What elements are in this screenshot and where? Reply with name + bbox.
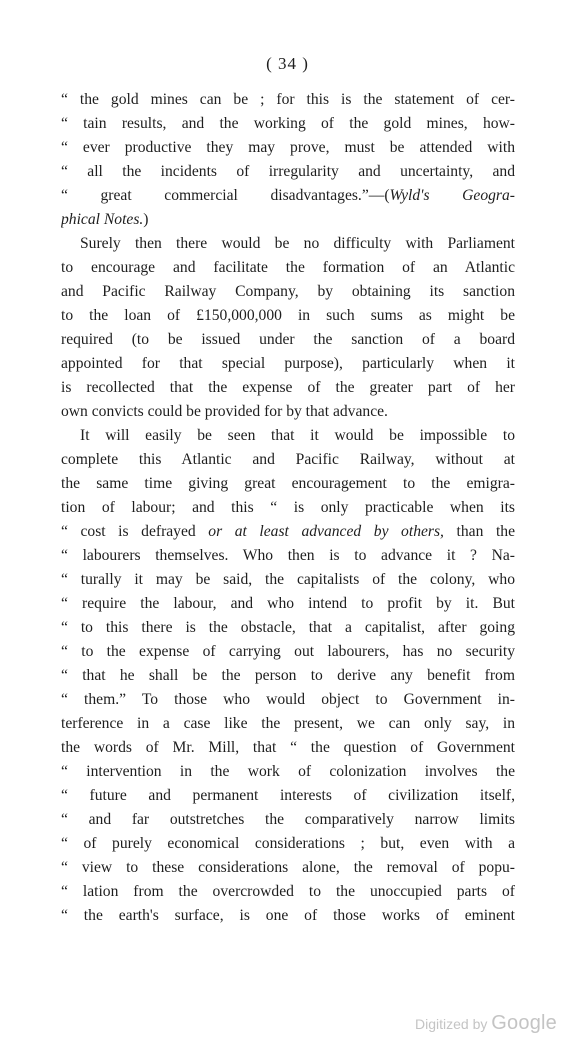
digitized-by-google-watermark [415, 1012, 557, 1035]
text-segment: “ future and permanent interests of civilization itself, [61, 787, 515, 804]
text-segment: “ intervention in the work of colonization involves the [61, 763, 515, 780]
text-segment: tion of labour; and this “ is only practicable when its [61, 499, 515, 516]
text-segment: “ to this there is the obstacle, that a capitalist, after going [61, 619, 515, 636]
text-segment: “ cost is defrayed [61, 523, 209, 540]
text-segment: terference in a case like the present, we can only say, in [61, 715, 515, 732]
text-line [61, 280, 515, 304]
text-segment: ) [143, 211, 149, 228]
text-line [61, 760, 515, 784]
text-segment: “ and far outstretches the comparatively narrow limits [61, 811, 515, 828]
text-segment: to the loan of £150,000,000 in such sums as might be [61, 307, 515, 324]
text-segment: the words of Mr. Mill, that “ the question of Government [61, 739, 515, 756]
italic-text-segment: Wyld's Geogra- [389, 187, 515, 204]
text-segment: “ that he shall be the person to derive any benefit from [61, 667, 515, 684]
text-line [61, 568, 515, 592]
text-line [61, 736, 515, 760]
text-line [61, 904, 515, 928]
text-segment: “ all the incidents of irregularity and uncertainty, and [61, 163, 515, 180]
text-line [61, 544, 515, 568]
text-segment: appointed for that special purpose), particularly when it [61, 355, 515, 372]
text-line [61, 160, 515, 184]
text-line [61, 112, 515, 136]
text-segment: “ tain results, and the working of the gold mines, how- [61, 115, 515, 132]
text-line [61, 880, 515, 904]
text-segment: is recollected that the expense of the greater part of her [61, 379, 515, 396]
text-segment: and Pacific Railway Company, by obtaining its sanction [61, 283, 515, 300]
watermark-prefix: Digitized by [415, 1016, 492, 1032]
italic-text-segment: phical Notes. [61, 211, 144, 228]
text-segment: “ view to these considerations alone, the removal of popu- [61, 859, 515, 876]
text-line [61, 664, 515, 688]
text-line [61, 592, 515, 616]
text-segment: “ them.” To those who would object to Government in- [61, 691, 515, 708]
text-segment: “ of purely economical considerations ; but, even with a [61, 835, 515, 852]
text-line [61, 352, 515, 376]
text-segment: “ the gold mines can be ; for this is the statement of cer- [61, 91, 515, 108]
text-line [61, 640, 515, 664]
body-text [61, 88, 515, 928]
text-segment: “ to the expense of carrying out labourers, has no security [61, 643, 515, 660]
text-line [61, 208, 515, 232]
text-segment: own convicts could be provided for by that advance. [61, 403, 388, 420]
text-line [61, 712, 515, 736]
text-line [61, 88, 515, 112]
text-line [61, 328, 515, 352]
text-line [61, 616, 515, 640]
text-line [61, 136, 515, 160]
text-line [61, 376, 515, 400]
text-line [61, 448, 515, 472]
text-line [61, 520, 515, 544]
text-line [61, 184, 515, 208]
text-line [61, 472, 515, 496]
text-segment: to encourage and facilitate the formation of an Atlantic [61, 259, 515, 276]
text-segment: “ turally it may be said, the capitalists of the colony, who [61, 571, 515, 588]
text-segment: “ require the labour, and who intend to profit by it. But [61, 595, 515, 612]
google-logo-text: Google [491, 1012, 557, 1034]
text-line [61, 496, 515, 520]
text-segment: “ lation from the overcrowded to the unoccupied parts of [61, 883, 515, 900]
text-line [61, 688, 515, 712]
text-segment: It will easily be seen that it would be impossible to [80, 427, 515, 444]
text-segment: required (to be issued under the sanction of a board [61, 331, 515, 348]
text-segment: Surely then there would be no difficulty with Parliament [80, 235, 515, 252]
text-line [61, 808, 515, 832]
text-segment: complete this Atlantic and Pacific Railway, without at [61, 451, 515, 468]
page-number: ( 34 ) [266, 54, 309, 73]
text-segment: “ the earth's surface, is one of those works of eminent [61, 907, 515, 924]
text-segment: “ ever productive they may prove, must be attended with [61, 139, 515, 156]
text-line [61, 400, 515, 424]
text-segment: the same time giving great encouragement to the emigra- [61, 475, 515, 492]
text-line [61, 424, 515, 448]
text-segment: “ labourers themselves. Who then is to advance it ? Na- [61, 547, 515, 564]
italic-text-segment: or at least advanced by others, [208, 523, 444, 540]
text-line [61, 304, 515, 328]
text-segment: “ great commercial disadvantages.”—( [61, 187, 390, 204]
text-line [61, 256, 515, 280]
text-line [61, 232, 515, 256]
text-segment: than the [443, 523, 515, 540]
text-line [61, 832, 515, 856]
text-line [61, 856, 515, 880]
text-line [61, 784, 515, 808]
